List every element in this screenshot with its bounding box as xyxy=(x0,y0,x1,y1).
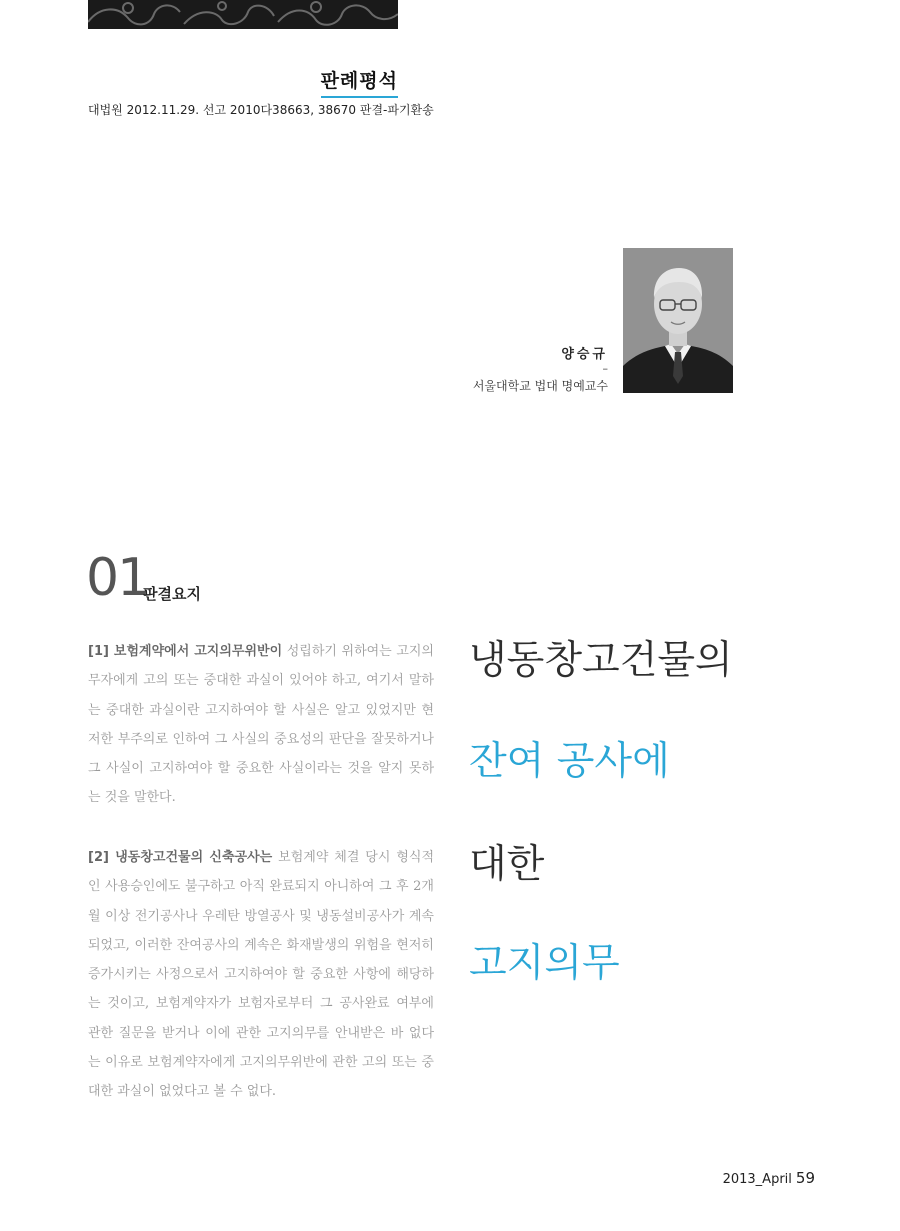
issue-label: 2013_April xyxy=(722,1172,792,1187)
headline-line-2: 잔여 공사에 xyxy=(469,739,670,784)
paragraph-lead: [1] 보험계약에서 고지의무위반이 xyxy=(88,644,283,659)
author-affiliation: 서울대학교 법대 명예교수 xyxy=(472,379,608,393)
section-number: 01 xyxy=(86,548,149,608)
page-footer xyxy=(723,1168,815,1187)
page-number: 59 xyxy=(795,1169,815,1187)
portrait-image xyxy=(623,248,733,393)
paragraph-body: 보험계약 체결 당시 형식적인 사용승인에도 불구하고 아직 완료되지 아니하여 그 후 2개월 이상 전기공사나 우레탄 방열공사 및 냉동설비공사가 계속되었고, 이러한 잔여공사의 계속은 화재발생의 위험을 현저히 증가시키는 사정으로서 고지하여야 할 중요한 사항에 해당하는 것이고, 보험계약자가 보험자로부터 그 공사완료 여부에 관한 질문을 받거나 이에 관한 고지의무를 안내받은 바 없다는 이유로 보험계약자에게 고지의무위반에 관한 고의 또는 중대한 과실이 없었다고 볼 수 없다. xyxy=(88,850,434,1100)
headline-line-3: 대한 xyxy=(469,842,545,887)
headline-line-1: 냉동창고건물의 xyxy=(469,638,733,683)
header-ornament-banner xyxy=(88,0,398,29)
section-title: 판례평석 xyxy=(321,66,398,98)
case-reference: 대법원 2012.11.29. 선고 2010다38663, 38670 판결-파기환송 xyxy=(88,103,434,117)
author-divider: – xyxy=(602,362,608,375)
paragraph-body: 성립하기 위하여는 고지의무자에게 고의 또는 중대한 과실이 있어야 하고, 여기서 말하는 중대한 과실이란 고지하여야 할 사실은 알고 있었지만 현저한 부주의로 인하여 그 사실의 중요성의 판단을 잘못하거나 그 사실이 고지하여야 할 중요한 사실이라는 것을 알지 못하는 것을 말한다. xyxy=(88,644,434,806)
headline-line-4: 고지의무 xyxy=(469,941,620,986)
summary-paragraph-1 xyxy=(88,637,434,813)
summary-paragraph-2 xyxy=(88,843,434,1107)
author-name: 양승규 xyxy=(561,347,608,362)
ornament-pattern-icon xyxy=(88,0,398,29)
author-photo xyxy=(623,248,733,393)
section-label: 판결요지 xyxy=(143,585,201,603)
paragraph-lead: [2] 냉동창고건물의 신축공사는 xyxy=(88,850,273,865)
